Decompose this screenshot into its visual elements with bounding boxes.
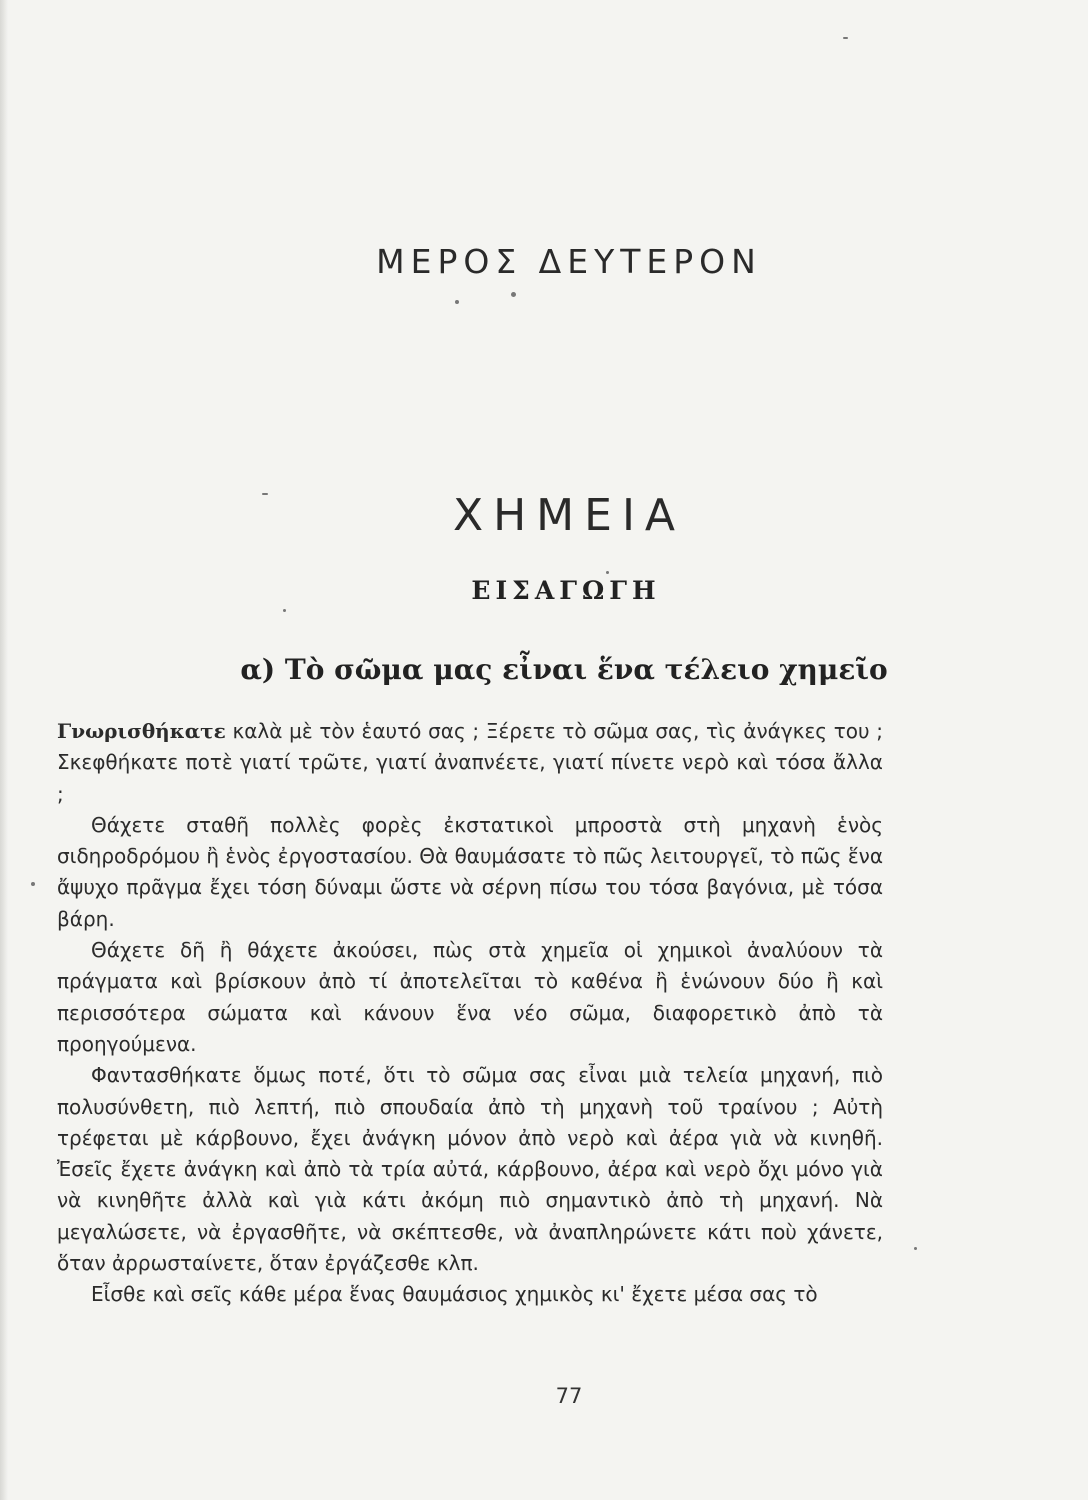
lead-word: Γνωρισθήκατε (57, 719, 226, 743)
print-speck (843, 37, 848, 39)
page-number: 77 (555, 1384, 583, 1408)
print-speck (606, 571, 609, 574)
print-speck (283, 609, 286, 612)
intro-heading: ΕΙΣΑΓΩΓΗ (471, 576, 661, 605)
part-title: ΜΕΡΟΣ ΔΕΥΤΕΡΟΝ (376, 242, 762, 281)
paragraph-1-text: καλὰ μὲ τὸν ἑαυτό σας ; Ξέρετε τὸ σῶμα σας, τὶς ἀνάγκες του ; Σκεφθήκατε ποτὲ γιατί τρῶτε, γιατί ἀναπνέετε, γιατί πίνετε νερὸ καὶ τόσα ἄλλα ; (57, 719, 883, 806)
paragraph-2: Θάχετε σταθῆ πολλὲς φορὲς ἐκστατικοὶ μπροστὰ στὴ μηχανὴ ἑνὸς σιδηροδρόμου ἢ ἑνὸς ἐργοστασίου. Θὰ θαυμάσατε τὸ πῶς λειτουργεῖ, τὸ πῶς ἕνα ἄψυχο πρᾶγμα ἔχει τόση δύναμι ὥστε νὰ σέρνη πίσω του τόσα βαγόνια, μὲ τόσα βάρη. (57, 812, 883, 931)
print-speck (262, 493, 268, 495)
page-edge (0, 0, 8, 1500)
print-speck (914, 1247, 917, 1250)
print-speck (455, 300, 459, 304)
chapter-title: ΧΗΜΕΙΑ (452, 490, 686, 541)
paragraph-4: Φαντασθήκατε ὅμως ποτέ, ὅτι τὸ σῶμα σας εἶναι μιὰ τελεία μηχανή, πιὸ πολυσύνθετη, πιὸ λεπτή, πιὸ σπουδαία ἀπὸ τὴ μηχανὴ τοῦ τραίνου ; Αὐτὴ τρέφεται μὲ κάρβουνο, ἔχει ἀνάγκη μόνον ἀπὸ νερὸ καὶ ἀέρα γιὰ νὰ κινηθῆ. Ἐσεῖς ἔχετε ἀνάγκη καὶ ἀπὸ τὰ τρία αὐτά, κάρβουνο, ἀέρα καὶ νερὸ ὄχι μόνο γιὰ νὰ κινηθῆτε ἀλλὰ καὶ γιὰ κάτι ἀκόμη πιὸ σημαντικὸ ἀπὸ τὴ μηχανή. Νὰ μεγαλώσετε, νὰ ἐργασθῆτε, νὰ σκέπτεσθε, νὰ ἀναπληρώνετε κάτι ποὺ χάνετε, ὅταν ἀρρωσταίνετε, ὅταν ἐργάζεσθε κλπ. (57, 1063, 883, 1276)
section-heading: α) Τὸ σῶμα μας εἶναι ἕνα τέλειο χημεῖο (240, 653, 888, 686)
paragraph-1 (57, 716, 883, 810)
print-speck (31, 882, 35, 886)
print-speck (511, 292, 516, 297)
paragraph-3: Θάχετε δῆ ἢ θάχετε ἀκούσει, πὼς στὰ χημεῖα οἱ χημικοὶ ἀναλύουν τὰ πράγματα καὶ βρίσκουν ἀπὸ τί ἀποτελεῖται τὸ καθένα ἢ ἑνώνουν δύο ἢ καὶ περισσότερα σώματα καὶ κάνουν ἕνα νέο σῶμα, διαφορετικὸ ἀπὸ τὰ προηγούμενα. (57, 938, 883, 1056)
body-text (57, 716, 883, 1311)
paragraph-5: Εἶσθε καὶ σεῖς κάθε μέρα ἕνας θαυμάσιος χημικὸς κι' ἔχετε μέσα σας τὸ (91, 1282, 818, 1307)
